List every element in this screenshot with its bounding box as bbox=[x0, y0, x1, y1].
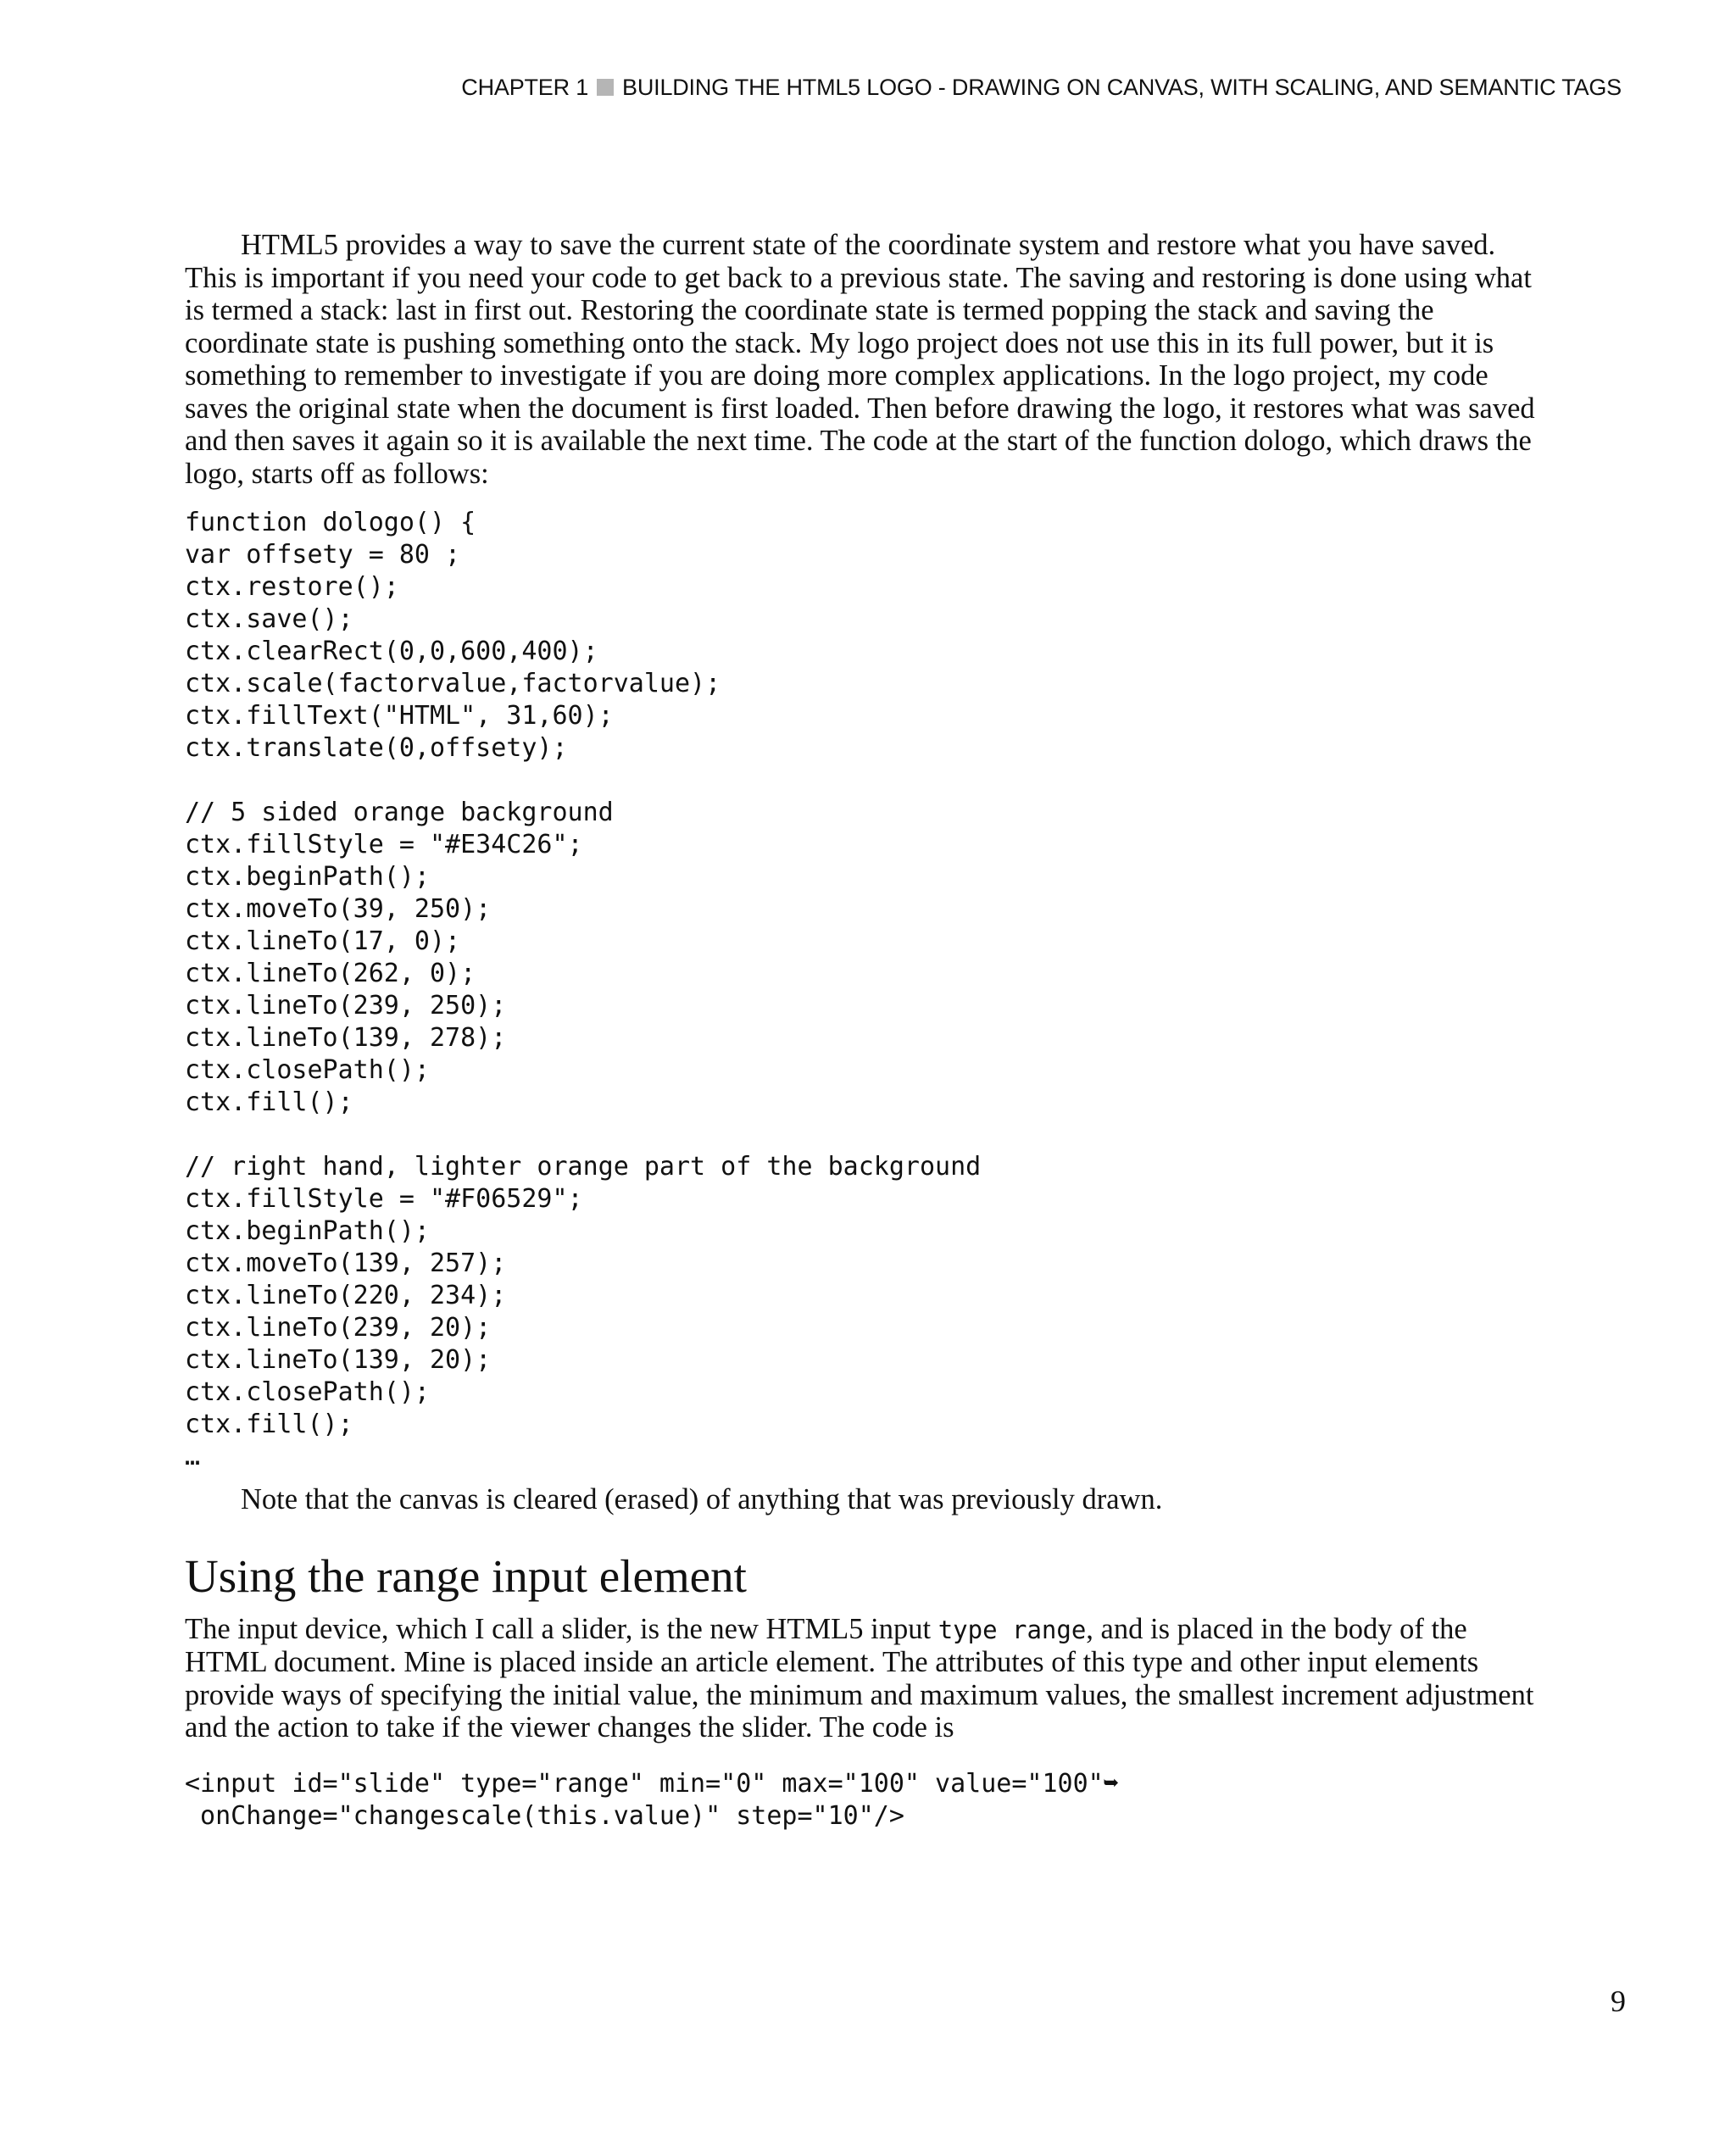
chapter-title: BUILDING THE HTML5 LOGO - DRAWING ON CANVAS, WITH SCALING, AND SEMANTIC TAGS bbox=[622, 75, 1622, 100]
inline-code-type-range: type range bbox=[938, 1615, 1087, 1644]
section-heading: Using the range input element bbox=[185, 1549, 747, 1602]
page-number: 9 bbox=[1611, 1984, 1626, 2018]
page-body bbox=[185, 229, 1541, 1832]
running-head bbox=[461, 75, 1622, 101]
range-paragraph-text-start: The input device, which I call a slider, is the new HTML5 input bbox=[185, 1612, 938, 1645]
range-input-code-block: <input id="slide" type="range" min="0" max="100" value="100"➥ onChange="changescale(this.value)" step="10"/> bbox=[185, 1768, 1119, 1831]
dologo-code-block: function dologo() { var offsety = 80 ; ctx.restore(); ctx.save(); ctx.clearRect(0,0,600,400); ctx.scale(factorvalue,factorvalue); ctx.fillText("HTML", 31,60); ctx.translate(0,offsety); // 5 sided orange background ctx.fillStyle = "#E34C26"; ctx.beginPath(); ctx.moveTo(39, 250); ctx.lineTo(17, 0); ctx.lineTo(262, 0); ctx.lineTo(239, 250); ctx.lineTo(139, 278); ctx.closePath(); ctx.fill(); // right hand, lighter orange part of the background ctx.fillStyle = "#F06529"; ctx.beginPath(); ctx.moveTo(139, 257); ctx.lineTo(220, 234); ctx.lineTo(239, 20); ctx.lineTo(139, 20); ctx.closePath(); ctx.fill(); … bbox=[185, 508, 982, 1471]
canvas-cleared-note: Note that the canvas is cleared (erased) of anything that was previously drawn. bbox=[241, 1483, 1163, 1515]
separator-square-icon bbox=[597, 79, 614, 96]
chapter-label: CHAPTER 1 bbox=[461, 75, 589, 100]
range-input-paragraph bbox=[185, 1613, 1541, 1744]
intro-paragraph: HTML5 provides a way to save the current state of the coordinate system and restore what you have saved. This is important if you need your code to get back to a previous state. The saving and restoring is done using what is termed a stack: last in first out. Restoring the coordinate state is termed popping the stack and saving the coordinate state is pushing something onto the stack. My logo project does not use this in its full power, but it is something to remember to investigate if you are doing more complex applications. In the logo project, my code saves the original state when the document is first loaded. Then before drawing the logo, it restores what was saved and then saves it again so it is available the next time. The code at the start of the function dologo, which draws the logo, starts off as follows: bbox=[185, 229, 1535, 490]
range-paragraph-text-end: , and is placed in the body of the HTML document. Mine is placed inside an article element. The attributes of this type and other input elements provide ways of specifying the initial value, the minimum and maximum values, the smallest increment adjustment and the action to take if the viewer changes the slider. The code is bbox=[185, 1612, 1534, 1743]
